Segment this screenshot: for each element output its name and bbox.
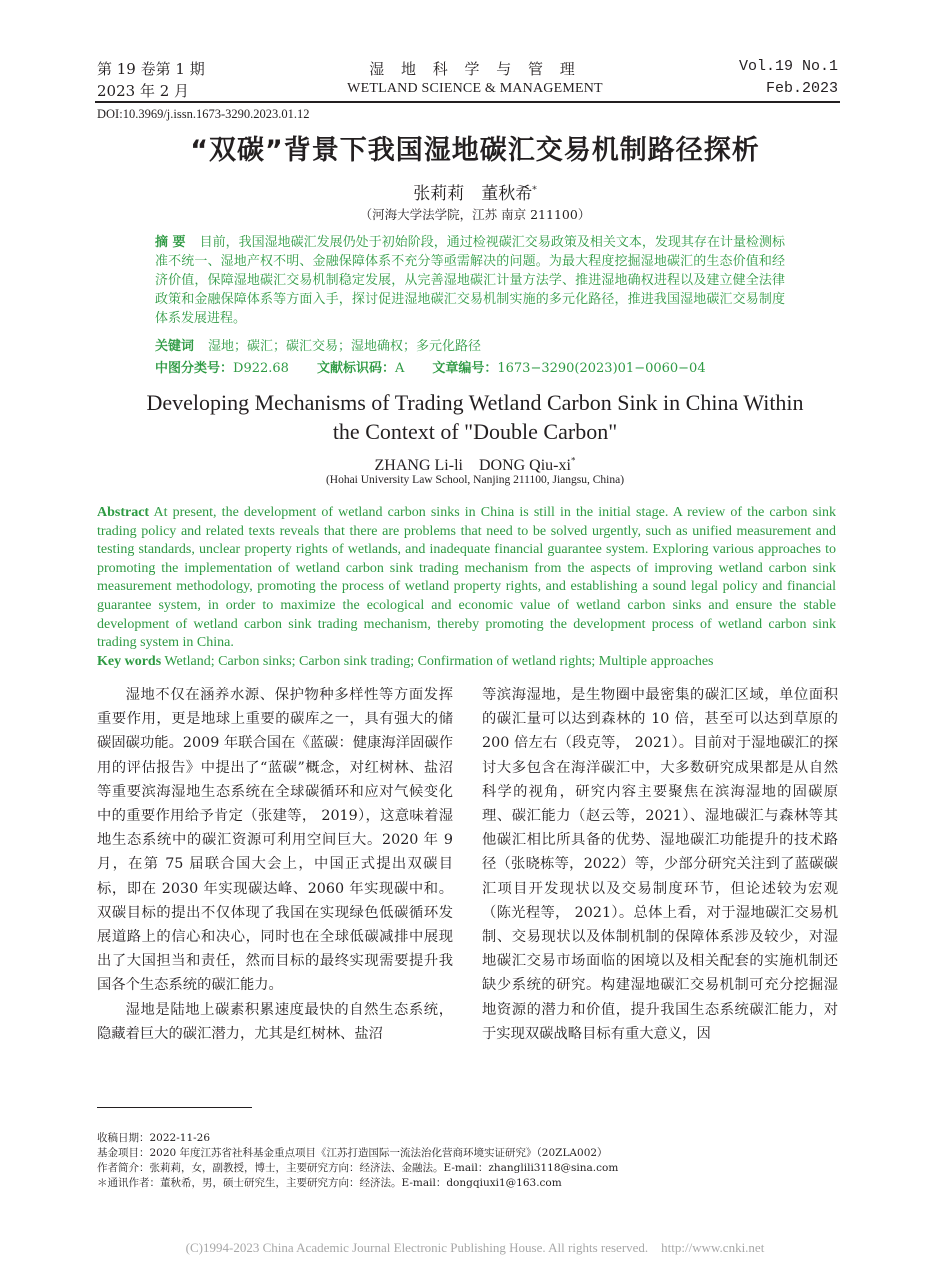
abstract-en — [97, 504, 836, 653]
page-title-en: Developing Mechanisms of Trading Wetland Carbon Sink in China Within the Context of "Double Carbon" — [146, 390, 804, 444]
affiliation-cn: （河海大学法学院，江苏 南京 211100） — [359, 207, 591, 222]
footnote-corresponding: ＊通讯作者：董秋希，男，硕士研究生，主要研究方向：经济法。E-mail：dongqiuxi1@163.com — [97, 1177, 562, 1189]
abstract-en-label: Abstract — [97, 505, 150, 520]
journal-title-en: WETLAND SCIENCE & MANAGEMENT — [347, 81, 603, 96]
keywords-cn-text: 湿地；碳汇；碳汇交易；湿地确权；多元化路径 — [208, 339, 482, 354]
article-number-label: 文章编号： — [432, 361, 498, 376]
doc-code-label: 文献标识码： — [316, 361, 395, 376]
date-en: Feb.2023 — [765, 80, 838, 97]
body-column-right — [482, 683, 838, 1046]
abstract-en-text: At present, the development of wetland carbon sinks in China is still in the initial stage. A review of the carbon sink trading policy and related texts reveals that there are problems that need to be solved urgently, such as unified measurement and testing standards, unclear property rights of wetlands, and inadequate financial guarantee system. Exploring various approaches to promoting the implementation of wetland carbon sink trading mechanism from the aspects of improving wetland carbon sink measurement methodology, promoting the process of wetland property rights, and establishing a sound legal policy and financial guarantee system, in order to maximize the ecological and economic value of wetland carbon sinks and ensure the stable development of wetland carbon sink trading mechanism, thereby promoting the development process of wetland carbon sink trading system in China. — [97, 505, 836, 651]
affiliation-en: (Hohai University Law School, Nanjing 211100, Jiangsu, China) — [325, 474, 625, 486]
copyright-watermark: (C)1994-2023 China Academic Journal Electronic Publishing House. All rights reserved. http://www.cnki.net — [185, 1240, 765, 1255]
classification-line — [155, 357, 706, 376]
corresponding-author-mark-en: * — [570, 455, 576, 466]
keywords-cn-label: 关键词 — [155, 339, 195, 354]
doc-code-value: A — [394, 361, 405, 376]
keywords-en-text: Wetland; Carbon sinks; Carbon sink trading; Confirmation of wetland rights; Multiple approaches — [164, 654, 714, 669]
footnote-rule — [97, 1107, 252, 1108]
page-title-cn: “双碳”背景下我国湿地碳汇交易机制路径探析 — [190, 135, 760, 166]
body-paragraph: 湿地是陆地上碳素积累速度最快的自然生态系统，隐藏着巨大的碳汇潜力，尤其是红树林、盐沼 — [97, 1001, 453, 1042]
abstract-cn-label: 摘 要 — [155, 235, 186, 250]
doi[interactable]: DOI:10.3969/j.issn.1673-3290.2023.01.12 — [97, 107, 310, 121]
journal-title-cn: 湿 地 科 学 与 管 理 — [369, 60, 581, 78]
keywords-cn — [155, 337, 785, 356]
article-number-value: 1673−3290(2023)01−0060−04 — [497, 361, 706, 376]
body-paragraph: 等滨海湿地，是生物圈中最密集的碳汇区域，单位面积的碳汇量可以达到森林的 10 倍，甚至可以达到草原的 200 倍左右（段克等， 2021）。目前对于湿地碳汇的探讨大多包含在海洋碳汇中，大多数研究成果都是从自然科学的视角，研究内容主要聚焦在滨海湿地的固碳原理、碳汇能力（赵云等，2021）、湿地碳汇与森林等其他碳汇相比所具备的优势、湿地碳汇功能提升的技术路径（张晓栋等，2022）等，少部分研究关注到了蓝碳碳汇项目开发现状以及交易制度环节，但论述较为宏观（陈光程等， 2021）。总体上看，对于湿地碳汇交易机制、交易现状以及体制机制的保障体系涉及较少，对湿地碳汇交易市场面临的困境以及相关配套的实施机制还缺少系统的研究。构建湿地碳汇交易机制可充分挖掘湿地资源的潜力和价值，提升我国生态系统碳汇能力，对于实现双碳战略目标有重大意义，因 — [482, 687, 838, 1042]
volume-issue-cn: 第 19 卷第 1 期 — [97, 60, 205, 78]
authors-cn-names: 张莉莉 董秋希 — [413, 184, 533, 204]
authors-cn — [0, 179, 950, 204]
keywords-en-label: Key words — [97, 654, 162, 669]
clc-label: 中图分类号： — [155, 361, 234, 376]
footnote-author: 作者简介：张莉莉，女，副教授，博士，主要研究方向：经济法、金融法。E-mail：zhanglili3118@sina.com — [97, 1162, 619, 1174]
clc-value: D922.68 — [233, 361, 289, 376]
footnote-fund: 基金项目：2020 年度江苏省社科基金重点项目《江苏打造国际一流法治化营商环境实证研究》（20ZLA002） — [97, 1147, 608, 1159]
body-paragraph: 湿地不仅在涵养水源、保护物种多样性等方面发挥重要作用，更是地球上重要的碳库之一，具有强大的储碳固碳功能。2009 年联合国在《蓝碳：健康海洋固碳作用的评估报告》中提出了“蓝碳”概念，对红树林、盐沼等重要滨海湿地生态系统在全球碳循环和应对气候变化中的重要作用给予肯定（张建等， 2019），这意味着湿地生态系统中的碳汇资源可利用空间巨大。2020 年 9 月，在第 75 届联合国大会上，中国正式提出双碳目标，即在 2030 年实现碳达峰、2060 年实现碳中和。双碳目标的提出不仅体现了我国在实现绿色低碳循环发展道路上的信心和决心，同时也在全球低碳减排中展现出了大国担当和责任，然而目标的最终实现需要提升我国各个生态系统的碳汇能力。 — [97, 687, 453, 994]
authors-en — [0, 452, 950, 475]
volume-issue-en: Vol.19 No.1 — [738, 58, 838, 75]
corresponding-author-mark: * — [532, 185, 537, 196]
header-rule — [95, 101, 840, 103]
abstract-cn-text: 目前，我国湿地碳汇发展仍处于初始阶段，通过检视碳汇交易政策及相关文本，发现其存在计量检测标准不统一、湿地产权不明、金融保障体系不充分等亟需解决的问题。为最大程度挖掘湿地碳汇的生态价值和经济价值，保障湿地碳汇交易机制稳定发展，从完善湿地碳汇计量方法学、推进湿地确权进程以及建立健全法律政策和金融保障体系等方面入手，探讨促进湿地碳汇交易机制实施的多元化路径，推进我国湿地碳汇交易制度体系发展进程。 — [155, 235, 785, 326]
date-cn: 2023 年 2 月 — [97, 82, 190, 100]
footnote-received: 收稿日期：2022-11-26 — [97, 1132, 211, 1144]
body-column-left — [97, 683, 453, 1046]
authors-en-names: ZHANG Li-li DONG Qiu-xi — [374, 457, 571, 474]
abstract-cn — [155, 233, 785, 328]
keywords-en — [97, 653, 836, 672]
